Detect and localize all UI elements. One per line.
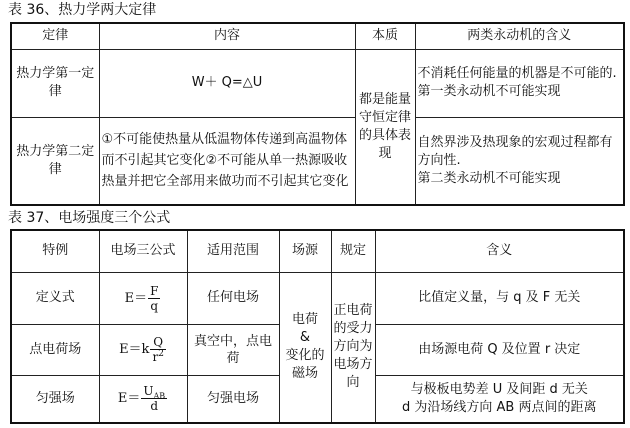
uniform-field-meaning (375, 375, 624, 423)
formula-lhs: E＝ (124, 290, 148, 306)
table-row (11, 117, 624, 205)
table37-title: 表 37、电场强度三个公式 (8, 210, 171, 226)
law-first: 热力学第一定律 (11, 49, 99, 117)
definition-meaning: 比值定义量，与 q 及 F 无关 (375, 272, 624, 324)
first-law-meaning-text: 不消耗任何能量的机器是不可能的. (417, 66, 617, 81)
formula-exponent: 2 (158, 349, 164, 359)
header-source: 场源 (279, 230, 331, 272)
formula-fraction (141, 384, 167, 413)
formula-denominator: d (150, 399, 159, 414)
formula-numerator-base: U (143, 384, 154, 399)
header-case: 特例 (11, 230, 99, 272)
formula-numerator: Q (150, 335, 165, 350)
formula-numerator: F (150, 283, 159, 298)
header-essence: 本质 (355, 23, 415, 49)
header-meaning: 含义 (375, 230, 624, 272)
formula-subscript: AB (153, 391, 166, 401)
formula-lhs: E＝ (117, 391, 141, 407)
formula-denominator: q (150, 298, 159, 313)
formula-numerator (141, 384, 167, 399)
formula-lhs: E＝k (119, 342, 150, 357)
scope-vacuum-point-charge: 真空中，点电荷 (187, 324, 279, 375)
uniform-field-meaning-line1: 与极板电势差 U 及间距 d 无关 (410, 381, 588, 397)
first-law-meaning (415, 49, 624, 117)
header-law: 定律 (11, 23, 99, 49)
table36-title: 表 36、热力学两大定律 (8, 2, 157, 18)
table36-header-row (11, 23, 624, 49)
definition-formula (99, 272, 187, 324)
essence-cell: 都是能量守恒定律的具体表现 (355, 49, 415, 205)
header-content: 内容 (99, 23, 355, 49)
electric-field-formulas-table (10, 229, 625, 424)
thermodynamics-laws-table (10, 22, 625, 206)
case-definition: 定义式 (11, 272, 99, 324)
second-law-statements: ①不可能使热量从低温物体传递到高温物体而不引起其它变化②不可能从单一热源吸收热量并把它全部用来做功而不引起其它变化 (99, 117, 355, 205)
second-law-meaning-text: 自然界涉及热现象的宏观过程都有方向性. (417, 134, 613, 168)
formula-denominator-base: r (152, 350, 159, 364)
header-scope: 适用范围 (187, 230, 279, 272)
header-formulas: 电场三公式 (99, 230, 187, 272)
field-source-text: 电荷 & 变化的磁场 (285, 312, 325, 382)
field-direction-rule-cell: 正电荷的受力方向为电场方向 (331, 272, 375, 423)
case-point-charge: 点电荷场 (11, 324, 99, 375)
second-law-meaning-conclusion: 第二类永动机不可能实现 (417, 170, 561, 186)
table-row (11, 272, 624, 324)
scope-any-field: 任何电场 (187, 272, 279, 324)
uniform-field-formula (99, 375, 187, 423)
case-uniform-field: 匀强场 (11, 375, 99, 423)
formula-fraction (150, 335, 165, 364)
law-second: 热力学第二定律 (11, 117, 99, 205)
point-charge-formula (99, 324, 187, 375)
first-law-formula: W＋ Q=△U (99, 49, 355, 117)
header-perpetual-motion: 两类永动机的含义 (415, 23, 624, 49)
header-rule: 规定 (331, 230, 375, 272)
formula-denominator (150, 350, 165, 364)
table-row (11, 49, 624, 117)
first-law-meaning-conclusion: 第一类永动机不可能实现 (417, 84, 561, 99)
scope-uniform-field: 匀强电场 (187, 375, 279, 423)
uniform-field-meaning-line2: d 为沿场线方向 AB 两点间的距离 (402, 399, 597, 415)
point-charge-meaning: 由场源电荷 Q 及位置 r 决定 (375, 324, 624, 375)
second-law-meaning (415, 117, 624, 205)
formula-fraction (148, 284, 160, 313)
field-source-cell (279, 272, 331, 423)
table37-header-row (11, 230, 624, 272)
